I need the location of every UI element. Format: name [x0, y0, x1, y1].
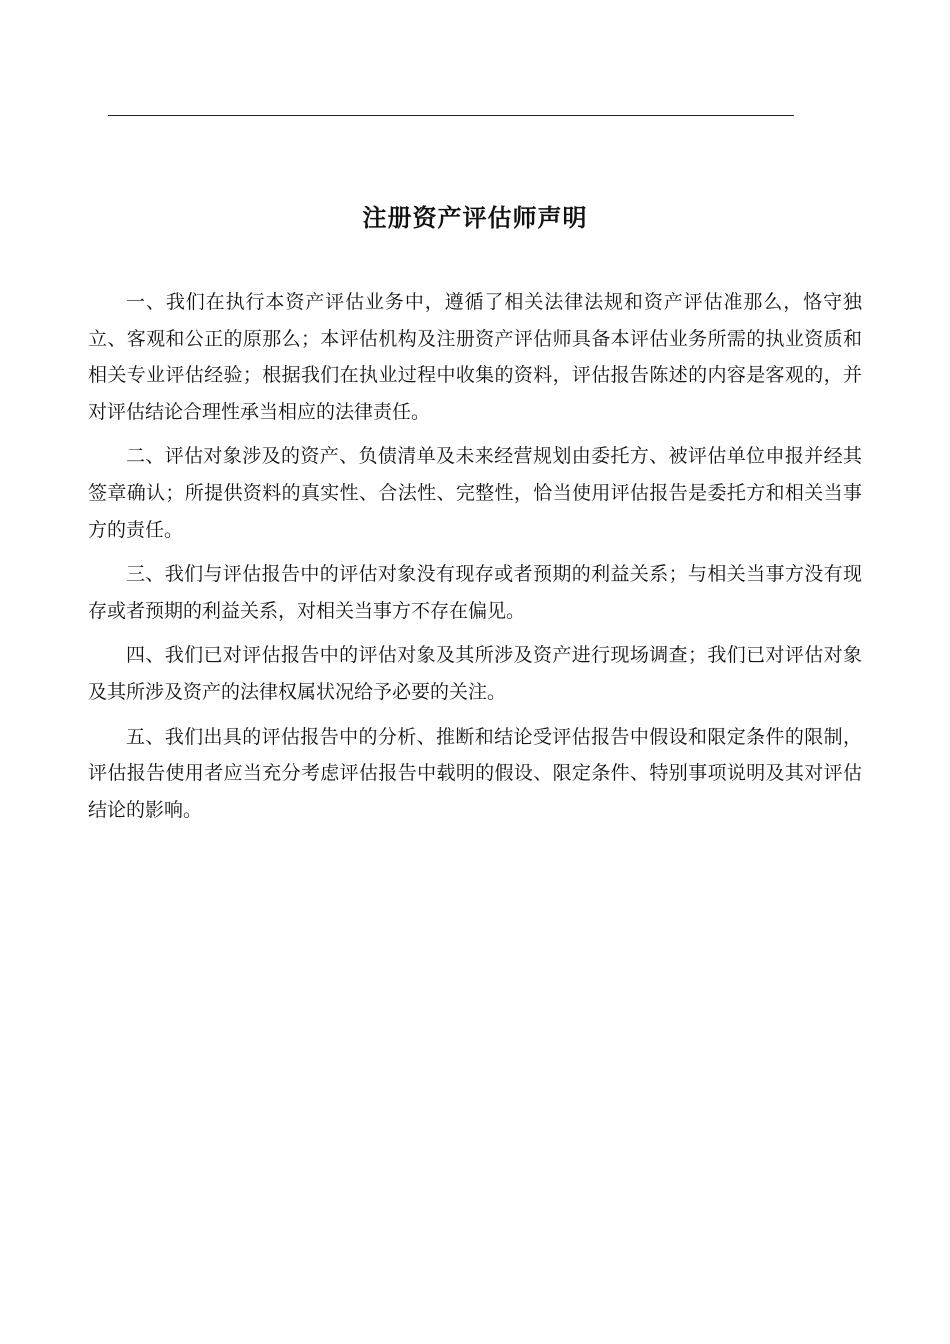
statement-paragraph-3: 三、我们与评估报告中的评估对象没有现存或者预期的利益关系；与相关当事方没有现存或者预期的利益关系，对相关当事方不存在偏见。	[88, 563, 862, 622]
header-divider	[108, 115, 794, 116]
statement-paragraph-4: 四、我们已对评估报告中的评估对象及其所涉及资产进行现场调查；我们已对评估对象及其所涉及资产的法律权属状况给予必要的关注。	[88, 644, 862, 703]
statement-paragraph-2: 二、评估对象涉及的资产、负债清单及未来经营规划由委托方、被评估单位申报并经其签章确认；所提供资料的真实性、合法性、完整性，恰当使用评估报告是委托方和相关当事方的责任。	[88, 445, 862, 541]
statement-body	[88, 284, 862, 836]
page-title: 注册资产评估师声明	[362, 203, 588, 232]
statement-paragraph-1: 一、我们在执行本资产评估业务中，遵循了相关法律法规和资产评估准那么，恪守独立、客观和公正的原那么；本评估机构及注册资产评估师具备本评估业务所需的执业资质和相关专业评估经验；根据我们在执业过程中收集的资料，评估报告陈述的内容是客观的，并对评估结论合理性承当相应的法律责任。	[88, 291, 862, 423]
statement-paragraph-5: 五、我们出具的评估报告中的分析、推断和结论受评估报告中假设和限定条件的限制，评估报告使用者应当充分考虑评估报告中载明的假设、限定条件、特别事项说明及其对评估结论的影响。	[88, 725, 862, 821]
